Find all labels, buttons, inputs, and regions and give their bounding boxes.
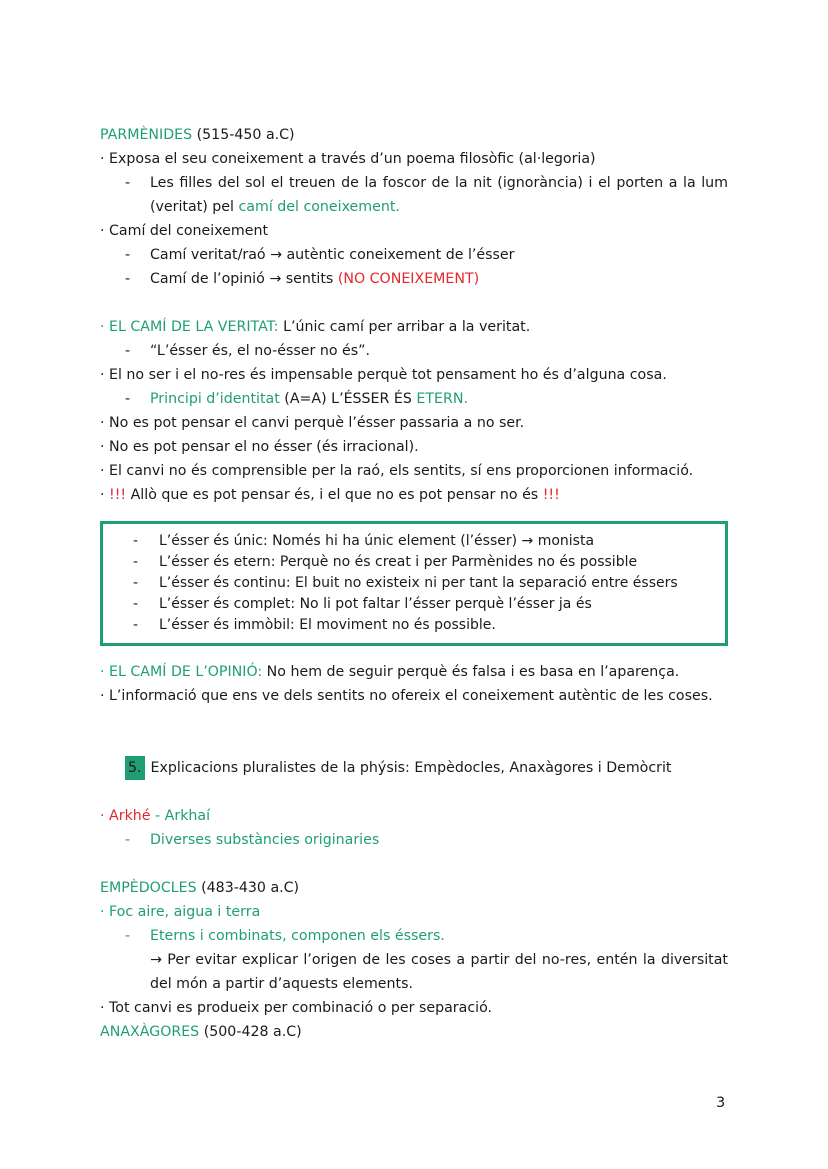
list-item — [100, 828, 728, 852]
opinio-title-rest: No hem de seguir perquè és falsa i es basa en l’aparença. — [262, 664, 680, 680]
parmenides-name: PARMÈNIDES — [100, 127, 193, 143]
list-item — [100, 924, 728, 948]
box-item: - L’ésser és etern: Perquè no és creat i per Parmènides no és possible — [103, 552, 725, 573]
heading-cami-opinio — [100, 660, 728, 684]
heading-cami-veritat — [100, 315, 728, 339]
section-title: Explicacions pluralistes de la phýsis: Empèdocles, Anaxàgores i Demòcrit — [150, 760, 672, 776]
text-line: · El canvi no és comprensible per la raó, els sentits, sí ens proporcionen informació. — [100, 463, 694, 479]
box-item: - L’ésser és continu: El buit no existeix ni per tant la separació entre éssers — [103, 573, 725, 594]
box-item: - L’ésser és complet: No li pot faltar l’ésser perquè l’ésser ja és — [103, 594, 725, 615]
list-item — [100, 267, 728, 291]
dash-bullet: - — [133, 596, 139, 612]
parmenides-dates: (515-450 a.C) — [196, 127, 295, 143]
text-line: · !!! Allò que es pot pensar és, i el que no es pot pensar no és !!! — [100, 487, 560, 503]
dash-bullet: - — [125, 247, 131, 263]
box-item: - L’ésser és immòbil: El moviment no és possible. — [103, 615, 725, 636]
text-line: · Tot canvi es produeix per combinació o per separació. — [100, 1000, 493, 1016]
dash-bullet: - — [125, 343, 131, 359]
list-text: “L’ésser és, el no-ésser no és”. — [150, 343, 371, 359]
list-item — [100, 171, 728, 219]
highlight-text: ETERN. — [416, 391, 468, 407]
list-text: Les filles del sol el treuen de la foscor de la nit (ignorància) i el porten a la lum (veritat) pel — [150, 175, 728, 215]
dash-bullet: - — [125, 391, 131, 407]
empedocles-name: EMPÈDOCLES — [100, 880, 197, 896]
heading-empedocles — [100, 876, 728, 900]
section-heading — [100, 756, 728, 780]
box-item: - L’ésser és únic: Només hi ha únic element (l’ésser) → monista — [103, 531, 725, 552]
exclamation-mark: !!! — [109, 487, 127, 503]
document-page — [100, 123, 728, 1044]
dash-bullet: - — [133, 533, 139, 549]
text-line: · Arkhé - Arkhaí — [100, 808, 211, 824]
opinio-title: · EL CAMÍ DE L’OPINIÓ: — [100, 664, 263, 680]
anaxagores-name: ANAXÀGORES — [100, 1024, 200, 1040]
summary-box — [100, 521, 728, 646]
highlight-text: (NO CONEIXEMENT) — [337, 271, 480, 287]
text-line: · Camí del coneixement — [100, 223, 269, 239]
text-line: · Exposa el seu coneixement a través d’un poema filosòfic (al·legoria) — [100, 151, 596, 167]
page-number: 3 — [716, 1095, 726, 1111]
dash-bullet: - — [125, 832, 131, 848]
list-text: Camí veritat/raó → autèntic coneixement de l’ésser — [150, 247, 515, 263]
arkhe-term: Arkhé — [109, 808, 151, 824]
text-line: · L’informació que ens ve dels sentits no ofereix el coneixement autèntic de les coses. — [100, 688, 713, 704]
heading-anaxagores — [100, 1020, 728, 1044]
list-item — [100, 243, 728, 267]
highlight-text: camí del coneixement. — [238, 199, 400, 215]
heading-parmenides — [100, 123, 728, 147]
dash-bullet: - — [133, 575, 139, 591]
empedocles-dates: (483-430 a.C) — [201, 880, 300, 896]
exclamation-mark: !!! — [542, 487, 560, 503]
veritat-title-rest: L’únic camí per arribar a la veritat. — [278, 319, 531, 335]
text-line: · No es pot pensar el no ésser (és irracional). — [100, 439, 419, 455]
section-number: 5. — [125, 756, 145, 780]
list-text: (A=A) L’ÉSSER ÉS — [279, 391, 417, 407]
veritat-title: · EL CAMÍ DE LA VERITAT: — [100, 319, 279, 335]
list-text: Eterns i combinats, componen els éssers. — [150, 928, 445, 944]
dash-bullet: - — [125, 271, 131, 287]
list-item — [100, 387, 728, 411]
text-line: · Foc aire, aigua i terra — [100, 904, 261, 920]
dash-bullet: - — [125, 928, 131, 944]
text-line: · El no ser i el no-res és impensable perquè tot pensament ho és d’alguna cosa. — [100, 367, 667, 383]
text-line: · No es pot pensar el canvi perquè l’ésser passaria a no ser. — [100, 415, 525, 431]
highlight-text: Principi d’identitat — [150, 391, 280, 407]
anaxagores-dates: (500-428 a.C) — [203, 1024, 302, 1040]
list-item — [100, 339, 728, 363]
text-line: → Per evitar explicar l’origen de les coses a partir del no-res, entén la diversitat del món a partir d’aquests elements. — [150, 952, 728, 992]
dash-bullet: - — [133, 554, 139, 570]
list-text: Diverses substàncies originaries — [150, 832, 380, 848]
list-text: Camí de l’opinió → sentits — [150, 271, 338, 287]
dash-bullet: - — [125, 175, 131, 191]
dash-bullet: - — [133, 617, 139, 633]
